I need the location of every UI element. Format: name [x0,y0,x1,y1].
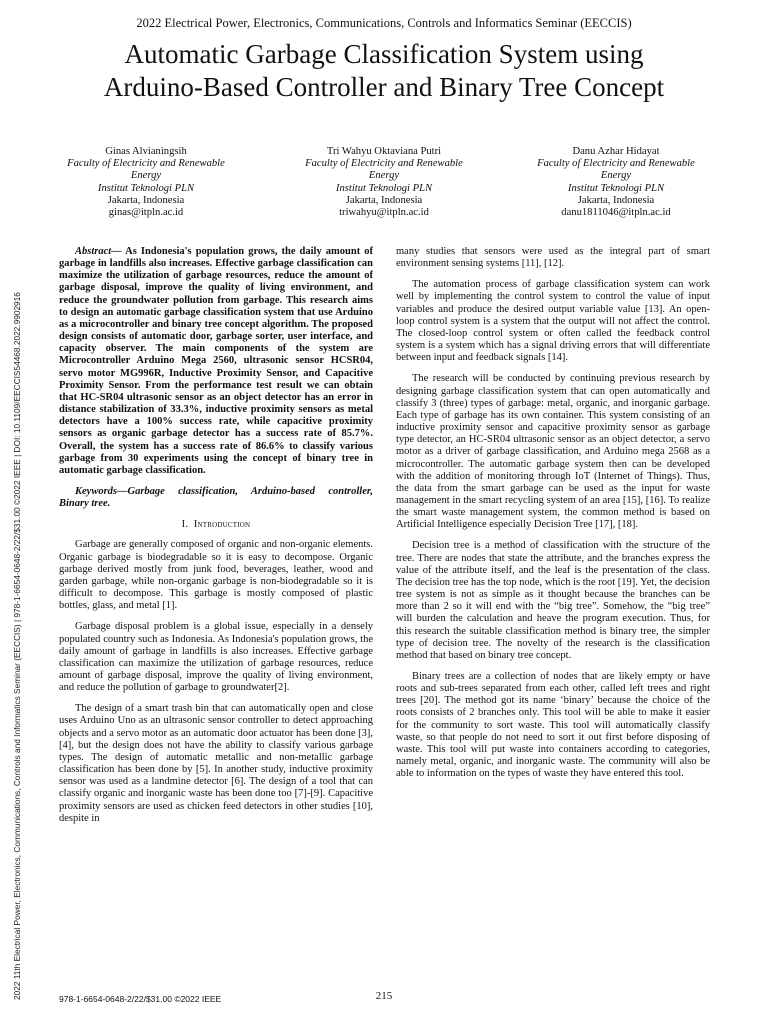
body-paragraph: Garbage disposal problem is a global issue, especially in a densely populated country such as Indonesia. As Indonesia's population grows, the daily amount of garbage in landfills is also increases. Effective garbage classification can maximize the utilization of garbage resources, reduce amount of garbage disposal, improve the quality of living environment, and reduce the pollution of garbage to groundwater[2]. [59,621,373,694]
body-paragraph: Binary trees are a collection of nodes that are likely empty or have roots and sub-trees separated from each other, called left trees and right trees [20]. The method got its name ‘binary’ because the choice of the roots consists of 2 branches only. This tool will be able to make it easier for the community to sort waste. This tool will automatically classify waste, so that people do not need to sort it out first before disposing of waste. This tool will put waste into containers according to categories, namely metal, organic, and inorganic waste. The community will also be able to information on the types of waste they have entered this tool. [396,671,710,780]
abstract-text: As Indonesia's population grows, the daily amount of garbage in landfills also increases. Effective garbage classification can maximize the utilization of garbage resources, reduce the amount of garbage disposal, improve the quality of living environment, and reduce the groundwater pollution from garbage. This research aims to design an automatic garbage classification system that use Arduino as a microcontroller and binary tree concept algorithm. The proposed design consists of automatic door, garbage sorter, user interface, and capacity observer. The main components of the system are Microcontroller Arduino Mega 2560, ultrasonic sensor HCSR04, servo motor MG996R, Inductive Proximity Sensor, and Capacitive Proximity Sensor. From the performance test result we can obtain that HC-SR04 ultrasonic sensor as an object detector has an error in distance stabilization of 33.3%, inductive proximity sensors as metal detectors have a 100% success rate, while capacitive proximity sensors as organic garbage detector has a success rate of 85.7%. Overall, the system has a success rate of 86.6% to classify various garbage from 30 experiments using the concept of binary tree in automatic garbage classification. [59,246,373,476]
body-paragraph: Garbage are generally composed of organic and non-organic elements. Organic garbage is biodegradable so it is easy to decompose. Organic garbage derived mostly from junk food, beverages, leather, wood and garden garbage, while non-organic garbage is non-biodegradable so it is difficult to decompose. This garbage is mostly composed of plastic bottles, glass, and metal [1]. [59,539,373,612]
body-paragraph: The automation process of garbage classification system can work well by implementing the control system to control the value of input variables and produce the desired output variable value [13]. An open-loop control system is a system that the output will not affect the control. The closed-loop control system or often called the feedback control system is a system which has a signal driving errors that will differentiate between input and feedback signals [14]. [396,279,710,364]
author-faculty: Faculty of Electricity and Renewable Energy [67,158,225,182]
author-city: Jakarta, Indonesia [107,194,185,206]
keywords: Keywords—Garbage classification, Arduino-based controller, Binary tree. [59,485,373,510]
section-title: Introduction [193,519,251,531]
body-paragraph: many studies that sensors were used as the integral part of smart environment sensing systems [11], [12]. [396,246,710,270]
abstract-label: Abstract— [75,246,122,257]
doi-sidebar: 2022 11th Electrical Power, Electronics, Communications, Controls and Informatics Seminar (EECCIS) | 978-1-6654-0648-2/22/$31.00 ©2022 IEEE | DOI: 10.1109/EECCIS54468.2022.9902916 [12,292,22,1000]
author-institution: Institut Teknologi PLN [97,182,195,194]
author-name: Ginas Alvianingsih [105,146,187,157]
author-faculty: Faculty of Electricity and Renewable Energy [305,158,463,182]
author-institution: Institut Teknologi PLN [335,182,433,194]
copyright-footer: 978-1-6654-0648-2/22/$31.00 ©2022 IEEE [59,994,222,1004]
author-block-3 [516,146,716,219]
paper-title [30,38,738,104]
author-name: Danu Azhar Hidayat [572,146,660,157]
body-paragraph: The design of a smart trash bin that can automatically open and close uses Arduino Uno as an ultrasonic sensor controller to detect approaching objects and a servo motor as an automatic door actuator has been done [3], [4], but the design does not have the ability to classify various garbage types. The design of automatic metallic and non-metallic garbage classification has been done by [5]. In another study, inductive proximity sensor was used as a landmine detector [6]. The design of a tool that can classify organic and inorganic waste has been done too [7]-[9]. Capacitive proximity sensors are used as chicken feed detectors in other studies [10], despite in [59,703,373,824]
abstract [59,246,373,477]
section-numeral: I. [181,519,189,531]
author-block-1 [46,146,246,219]
author-city: Jakarta, Indonesia [577,194,655,206]
author-city: Jakarta, Indonesia [345,194,423,206]
right-column [396,246,710,789]
author-email[interactable]: triwahyu@itpln.ac.id [339,207,429,219]
conference-header: 2022 Electrical Power, Electronics, Communications, Controls and Informatics Seminar (EECCIS) [136,16,632,30]
author-faculty: Faculty of Electricity and Renewable Energy [537,158,695,182]
title-line-2: Arduino-Based Controller and Binary Tree Concept [103,72,665,102]
section-heading [59,519,373,531]
author-block-2 [284,146,484,219]
author-name: Tri Wahyu Oktaviana Putri [326,146,442,157]
author-email[interactable]: danu1811046@itpln.ac.id [561,207,671,219]
left-column [59,246,373,834]
body-paragraph: The research will be conducted by continuing previous research by designing garbage classification system that can open automatically and classify 3 (three) types of garbage: metal, organic, and inorganic garbage. Each type of garbage has its own container. This system consisting of an inductive proximity sensor and capacitive proximity sensor as garbage type detector, an HC-SR04 ultrasonic sensor as an object detector, a servo motor as a driver of garbage classification, and Arduino mega 2568 as a microcontroller. The automatic garbage system then can be developed with the addition of monitoring through IoT (Internet of Things). Thus, the data from the smart garbage can be used as the input for waste management in the smart recycling system of an area [15], [16]. To realize the smart waste management system, the common method is based on Artificial Intelligence especially Decision Tree [17], [18]. [396,373,710,531]
author-institution: Institut Teknologi PLN [567,182,665,194]
body-paragraph: Decision tree is a method of classification with the structure of the tree. There are nodes that state the attribute, and the branches express the value of the attribute itself, and the leaf is the presentation of the class. The decision tree has the top node, which is the root [19]. Yet, the decision tree system is not as simple as it thought because the branches can be more than 2 so it will end with the “big tree”. Somehow, the “big tree” will burden the calculation and heave the program execution. Thus, for this research the suitable classification method is binary tree, the simpler type of decision tree. The novelty of the research is the classification method that based on binary tree concept. [396,540,710,661]
title-line-1: Automatic Garbage Classification System using [124,39,644,69]
page-number: 215 [375,990,393,1002]
author-email[interactable]: ginas@itpln.ac.id [108,207,184,219]
